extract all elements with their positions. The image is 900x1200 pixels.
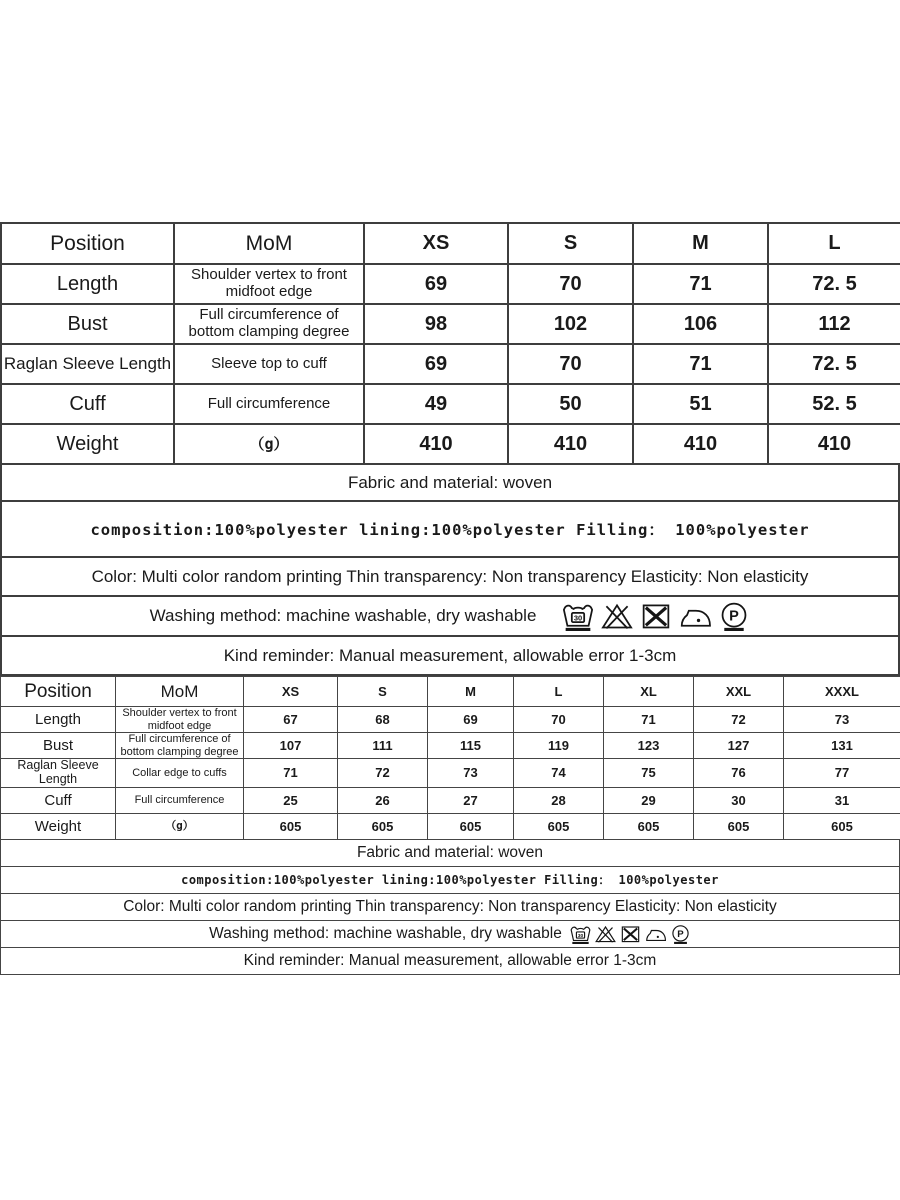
do-not-bleach-icon <box>595 924 616 944</box>
fabric-material-row <box>2 465 898 502</box>
value-cell: 77 <box>784 759 900 788</box>
do-not-tumble-dry-icon <box>640 601 672 631</box>
mom-description: Full circumference of bottom clamping degree <box>174 304 364 344</box>
value-cell: 605 <box>338 813 428 839</box>
table-row <box>1 707 900 733</box>
fabric-material-row <box>1 840 899 867</box>
color-elasticity-text: Color: Multi color random printing Thin transparency: Non transparency Elasticity: Non elasticity <box>91 566 809 586</box>
kind-reminder-row <box>1 948 899 975</box>
table-row <box>1 733 900 759</box>
value-cell: 74 <box>514 759 604 788</box>
kind-reminder-text: Kind reminder: Manual measurement, allowable error 1-3cm <box>243 951 657 969</box>
table-row <box>1 344 900 384</box>
column-header: XXL <box>694 677 784 707</box>
value-cell: 69 <box>364 264 508 304</box>
value-cell: 26 <box>338 787 428 813</box>
value-cell: 72 <box>694 707 784 733</box>
header-row <box>1 223 900 264</box>
row-label: Cuff <box>1 384 174 424</box>
value-cell: 73 <box>784 707 900 733</box>
value-cell: 111 <box>338 733 428 759</box>
value-cell: 605 <box>784 813 900 839</box>
mom-description: Shoulder vertex to front midfoot edge <box>116 707 244 733</box>
value-cell: 71 <box>604 707 694 733</box>
product-info-section-2 <box>0 840 900 975</box>
washing-method-text: Washing method: machine washable, dry washable <box>149 606 537 625</box>
composition-text: composition:100%polyester lining:100%polyester Filling： 100%polyester <box>90 521 810 539</box>
mom-description: Sleeve top to cuff <box>174 344 364 384</box>
row-label: Raglan Sleeve Length <box>1 759 116 788</box>
column-header: Position <box>1 223 174 264</box>
value-cell: 605 <box>694 813 784 839</box>
value-cell: 70 <box>508 264 633 304</box>
value-cell: 123 <box>604 733 694 759</box>
value-cell: 52. 5 <box>768 384 900 424</box>
value-cell: 71 <box>633 264 768 304</box>
table-row <box>1 304 900 344</box>
value-cell: 69 <box>364 344 508 384</box>
value-cell: 127 <box>694 733 784 759</box>
value-cell: 68 <box>338 707 428 733</box>
composition-text: composition:100%polyester lining:100%polyester Filling： 100%polyester <box>181 873 719 887</box>
value-cell: 49 <box>364 384 508 424</box>
row-label: Length <box>1 264 174 304</box>
value-cell: 31 <box>784 787 900 813</box>
row-label: Weight <box>1 813 116 839</box>
iron-icon <box>679 601 711 631</box>
column-header: M <box>633 223 768 264</box>
value-cell: 67 <box>244 707 338 733</box>
value-cell: 27 <box>428 787 514 813</box>
value-cell: 71 <box>244 759 338 788</box>
table-row <box>1 813 900 839</box>
mom-description: Shoulder vertex to front midfoot edge <box>174 264 364 304</box>
table-row <box>1 787 900 813</box>
value-cell: 28 <box>514 787 604 813</box>
row-label: Bust <box>1 304 174 344</box>
value-cell: 75 <box>604 759 694 788</box>
column-header: L <box>768 223 900 264</box>
value-cell: 50 <box>508 384 633 424</box>
column-header: S <box>338 677 428 707</box>
column-header: Position <box>1 677 116 707</box>
mom-description: Full circumference of bottom clamping degree <box>116 733 244 759</box>
value-cell: 119 <box>514 733 604 759</box>
row-label: Weight <box>1 424 174 464</box>
value-cell: 25 <box>244 787 338 813</box>
value-cell: 76 <box>694 759 784 788</box>
value-cell: 72. 5 <box>768 344 900 384</box>
value-cell: 112 <box>768 304 900 344</box>
value-cell: 69 <box>428 707 514 733</box>
value-cell: 131 <box>784 733 900 759</box>
size-chart-table-2 <box>0 676 900 840</box>
dry-clean-p-icon <box>670 924 691 944</box>
table-row <box>1 264 900 304</box>
table-row <box>1 424 900 464</box>
row-label: Length <box>1 707 116 733</box>
column-header: XS <box>364 223 508 264</box>
row-label: Raglan Sleeve Length <box>1 344 174 384</box>
value-cell: 410 <box>633 424 768 464</box>
value-cell: 410 <box>768 424 900 464</box>
size-chart-table-1 <box>0 222 900 465</box>
value-cell: 605 <box>604 813 694 839</box>
value-cell: 71 <box>633 344 768 384</box>
value-cell: 73 <box>428 759 514 788</box>
value-cell: 107 <box>244 733 338 759</box>
header-row <box>1 677 900 707</box>
mom-description: （g） <box>116 813 244 839</box>
column-header: M <box>428 677 514 707</box>
value-cell: 605 <box>514 813 604 839</box>
washing-method-row <box>2 597 898 637</box>
value-cell: 30 <box>694 787 784 813</box>
value-cell: 51 <box>633 384 768 424</box>
machine-wash-30-icon <box>570 924 591 944</box>
value-cell: 102 <box>508 304 633 344</box>
machine-wash-30-icon <box>562 601 594 631</box>
fabric-material-text: Fabric and material: woven <box>347 472 553 492</box>
column-header: XL <box>604 677 694 707</box>
iron-icon <box>645 924 666 944</box>
column-header: XS <box>244 677 338 707</box>
composition-row <box>2 502 898 558</box>
value-cell: 29 <box>604 787 694 813</box>
care-icons-group <box>570 924 691 944</box>
value-cell: 72. 5 <box>768 264 900 304</box>
table-row <box>1 759 900 788</box>
care-icons-group <box>562 601 750 631</box>
do-not-bleach-icon <box>601 601 633 631</box>
washing-method-text: Washing method: machine washable, dry washable <box>209 924 562 942</box>
value-cell: 106 <box>633 304 768 344</box>
column-header: S <box>508 223 633 264</box>
table-row <box>1 384 900 424</box>
value-cell: 605 <box>244 813 338 839</box>
value-cell: 72 <box>338 759 428 788</box>
sheet-content <box>0 222 900 975</box>
mom-description: （g） <box>174 424 364 464</box>
value-cell: 98 <box>364 304 508 344</box>
kind-reminder-text: Kind reminder: Manual measurement, allowable error 1-3cm <box>223 645 677 665</box>
color-elasticity-row <box>2 558 898 597</box>
row-label: Bust <box>1 733 116 759</box>
value-cell: 70 <box>508 344 633 384</box>
column-header: XXXL <box>784 677 900 707</box>
dry-clean-p-icon <box>718 601 750 631</box>
value-cell: 605 <box>428 813 514 839</box>
column-header: MoM <box>116 677 244 707</box>
value-cell: 70 <box>514 707 604 733</box>
column-header: L <box>514 677 604 707</box>
mom-description: Collar edge to cuffs <box>116 759 244 788</box>
composition-row <box>1 867 899 894</box>
mom-description: Full circumference <box>116 787 244 813</box>
color-elasticity-row <box>1 894 899 921</box>
kind-reminder-row <box>2 637 898 676</box>
value-cell: 410 <box>508 424 633 464</box>
mom-description: Full circumference <box>174 384 364 424</box>
do-not-tumble-dry-icon <box>620 924 641 944</box>
fabric-material-text: Fabric and material: woven <box>356 843 544 861</box>
value-cell: 115 <box>428 733 514 759</box>
product-info-section-1 <box>0 465 900 676</box>
row-label: Cuff <box>1 787 116 813</box>
column-header: MoM <box>174 223 364 264</box>
value-cell: 410 <box>364 424 508 464</box>
color-elasticity-text: Color: Multi color random printing Thin transparency: Non transparency Elasticity: Non elasticity <box>123 897 777 915</box>
washing-method-row <box>1 921 899 948</box>
